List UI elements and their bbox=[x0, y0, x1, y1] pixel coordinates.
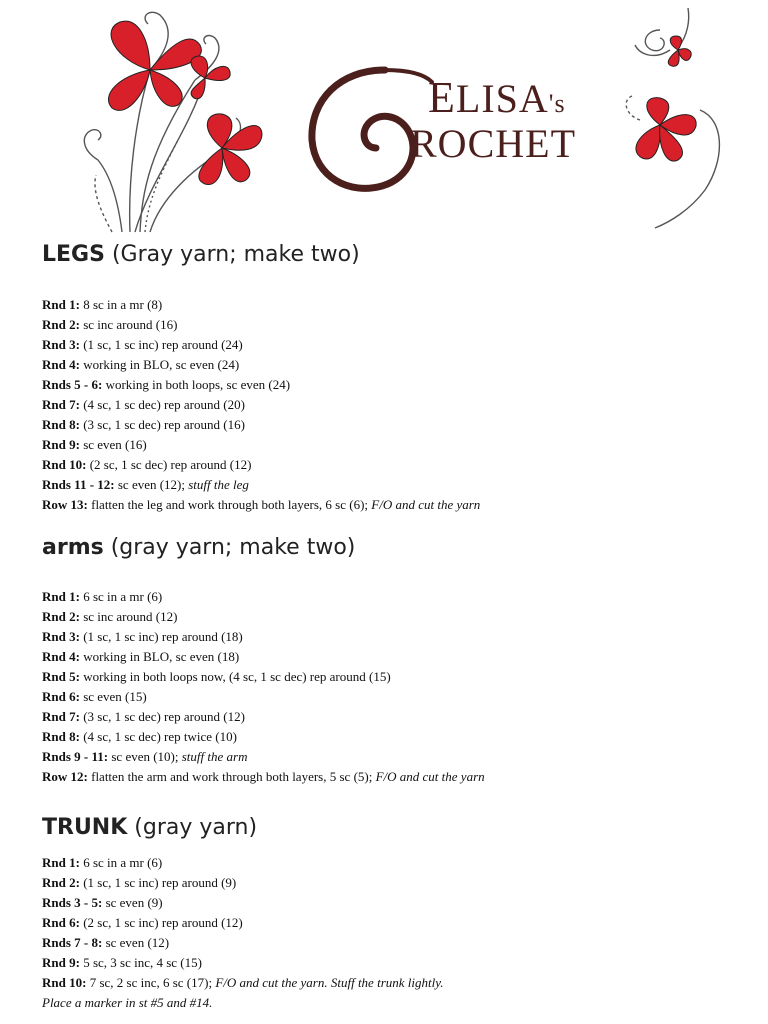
row-text: (2 sc, 1 sc dec) rep around (12) bbox=[86, 457, 252, 472]
instruction-row bbox=[42, 627, 485, 647]
instruction-row bbox=[42, 415, 480, 435]
instruction-row bbox=[42, 335, 480, 355]
row-note: F/O and cut the yarn bbox=[375, 769, 485, 784]
arms-instructions bbox=[42, 587, 485, 787]
row-text: sc even (12) bbox=[102, 935, 170, 950]
row-label: Row 12: bbox=[42, 769, 88, 784]
row-text: sc inc around (12) bbox=[79, 609, 178, 624]
row-label: Rnd 1: bbox=[42, 855, 80, 870]
trunk-instructions bbox=[42, 853, 444, 1013]
instruction-row bbox=[42, 587, 485, 607]
red-flower-icon bbox=[108, 21, 201, 110]
row-text: (3 sc, 1 sc dec) rep around (12) bbox=[79, 709, 245, 724]
row-text: sc even (16) bbox=[79, 437, 147, 452]
row-label: Rnd 9: bbox=[42, 437, 80, 452]
row-label: Rnds 11 - 12: bbox=[42, 477, 115, 492]
row-label: Rnd 10: bbox=[42, 457, 87, 472]
section-title-legs: LEGS (Gray yarn; make two) bbox=[42, 242, 360, 267]
row-note: stuff the arm bbox=[181, 749, 248, 764]
red-flower-icon bbox=[636, 98, 696, 161]
instruction-row bbox=[42, 295, 480, 315]
instruction-row bbox=[42, 767, 485, 787]
row-label: Row 13: bbox=[42, 497, 88, 512]
instruction-row bbox=[42, 893, 444, 913]
instruction-row bbox=[42, 375, 480, 395]
instruction-row bbox=[42, 355, 480, 375]
instruction-row bbox=[42, 933, 444, 953]
row-label: Rnds 7 - 8: bbox=[42, 935, 103, 950]
row-label: Rnd 5: bbox=[42, 669, 80, 684]
row-note: F/O and cut the yarn. Stuff the trunk lightly. bbox=[215, 975, 444, 990]
row-text: (1 sc, 1 sc inc) rep around (24) bbox=[79, 337, 243, 352]
row-label: Rnd 10: bbox=[42, 975, 87, 990]
small-red-flower-icon bbox=[668, 36, 691, 66]
instruction-row bbox=[42, 747, 485, 767]
logo-line-2: ROCHET bbox=[410, 121, 576, 166]
row-label: Rnd 9: bbox=[42, 955, 80, 970]
row-text: 5 sc, 3 sc inc, 4 sc (15) bbox=[79, 955, 202, 970]
row-text: sc inc around (16) bbox=[79, 317, 178, 332]
row-text: working in both loops, sc even (24) bbox=[102, 377, 291, 392]
row-text: sc even (10); bbox=[108, 749, 182, 764]
row-text: working in both loops now, (4 sc, 1 sc dec) rep around (15) bbox=[79, 669, 391, 684]
row-label: Rnd 4: bbox=[42, 357, 80, 372]
row-text: (1 sc, 1 sc inc) rep around (18) bbox=[79, 629, 243, 644]
row-text: (1 sc, 1 sc inc) rep around (9) bbox=[79, 875, 237, 890]
instruction-row bbox=[42, 973, 444, 993]
instruction-row bbox=[42, 953, 444, 973]
instruction-row bbox=[42, 853, 444, 873]
instruction-row bbox=[42, 727, 485, 747]
row-label: Rnd 8: bbox=[42, 729, 80, 744]
instruction-row bbox=[42, 395, 480, 415]
section-title-trunk: TRUNK (gray yarn) bbox=[42, 815, 258, 840]
instruction-row bbox=[42, 667, 485, 687]
trailing-note: Place a marker in st #5 and #14. bbox=[42, 995, 213, 1010]
row-text: (3 sc, 1 sc dec) rep around (16) bbox=[79, 417, 245, 432]
row-label: Rnd 3: bbox=[42, 337, 80, 352]
section-title-arms: arms (gray yarn; make two) bbox=[42, 535, 356, 560]
row-text: working in BLO, sc even (18) bbox=[79, 649, 240, 664]
row-label: Rnds 5 - 6: bbox=[42, 377, 103, 392]
row-label: Rnd 2: bbox=[42, 317, 80, 332]
logo-line-1: ELISA's bbox=[428, 73, 566, 122]
row-note: F/O and cut the yarn bbox=[371, 497, 481, 512]
header-banner bbox=[0, 0, 768, 236]
instruction-row bbox=[42, 707, 485, 727]
instruction-row bbox=[42, 475, 480, 495]
instruction-row bbox=[42, 873, 444, 893]
row-text: flatten the arm and work through both layers, 5 sc (5); bbox=[87, 769, 376, 784]
row-text: 6 sc in a mr (6) bbox=[79, 855, 163, 870]
row-text: (4 sc, 1 sc dec) rep twice (10) bbox=[79, 729, 237, 744]
instruction-row bbox=[42, 435, 480, 455]
floral-decoration bbox=[0, 0, 768, 236]
row-label: Rnds 3 - 5: bbox=[42, 895, 103, 910]
row-text: sc even (15) bbox=[79, 689, 147, 704]
row-label: Rnd 1: bbox=[42, 297, 80, 312]
row-label: Rnd 4: bbox=[42, 649, 80, 664]
row-text: flatten the leg and work through both layers, 6 sc (6); bbox=[87, 497, 372, 512]
instruction-row bbox=[42, 687, 485, 707]
row-text: (4 sc, 1 sc dec) rep around (20) bbox=[79, 397, 245, 412]
row-label: Rnd 2: bbox=[42, 609, 80, 624]
instruction-row bbox=[42, 913, 444, 933]
row-label: Rnd 7: bbox=[42, 397, 80, 412]
row-label: Rnd 6: bbox=[42, 915, 80, 930]
row-text: (2 sc, 1 sc inc) rep around (12) bbox=[79, 915, 243, 930]
small-red-flower-icon bbox=[191, 56, 230, 99]
spiral-logo-icon bbox=[312, 70, 413, 188]
row-text: sc even (12); bbox=[114, 477, 189, 492]
instruction-row bbox=[42, 647, 485, 667]
row-label: Rnd 2: bbox=[42, 875, 80, 890]
row-text: working in BLO, sc even (24) bbox=[79, 357, 240, 372]
legs-instructions bbox=[42, 295, 480, 515]
instruction-row bbox=[42, 495, 480, 515]
row-label: Rnd 3: bbox=[42, 629, 80, 644]
row-label: Rnd 1: bbox=[42, 589, 80, 604]
instruction-row bbox=[42, 455, 480, 475]
row-label: Rnd 7: bbox=[42, 709, 80, 724]
instruction-row bbox=[42, 607, 485, 627]
row-note: stuff the leg bbox=[188, 477, 249, 492]
row-label: Rnd 8: bbox=[42, 417, 80, 432]
row-label: Rnd 6: bbox=[42, 689, 80, 704]
row-text: 7 sc, 2 sc inc, 6 sc (17); bbox=[86, 975, 216, 990]
row-text: 8 sc in a mr (8) bbox=[79, 297, 163, 312]
red-flower-icon bbox=[199, 114, 262, 185]
row-text: 6 sc in a mr (6) bbox=[79, 589, 163, 604]
row-text: sc even (9) bbox=[102, 895, 163, 910]
instruction-row bbox=[42, 315, 480, 335]
row-label: Rnds 9 - 11: bbox=[42, 749, 109, 764]
